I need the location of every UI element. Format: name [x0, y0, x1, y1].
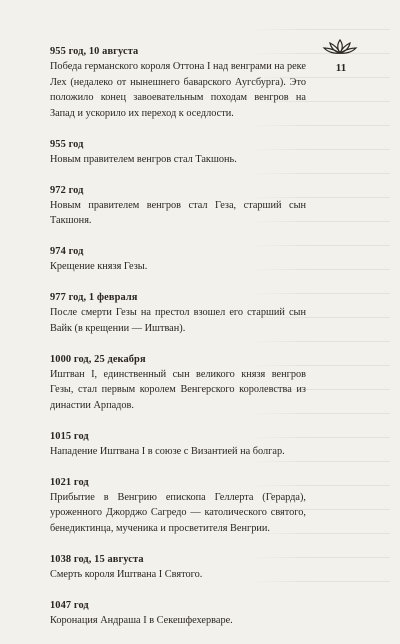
chronology-list — [50, 44, 306, 644]
entry-text: Новым правителем венгров стал Такшонь. — [50, 153, 237, 165]
entry-text: Новым правителем венгров стал Геза, старший сын Такшоня. — [50, 199, 306, 226]
entry-text: Смерть короля Иштвана I Святого. — [50, 568, 203, 580]
entry-date: 1038 год, 15 августа — [50, 553, 144, 565]
entry-text: После смерти Гезы на престол взошел его старший сын Вайк (в крещении — Иштван). — [50, 307, 306, 334]
chronology-entry — [50, 352, 306, 414]
entry-text: Победа германского короля Оттона I над венграми на реке Лех (недалеко от нынешнего баварского Аугсбурга). Это положило конец завоевательным походам венгров на Запад и ускорило их переход к оседлости. — [50, 61, 306, 119]
entry-text: Иштван I, единственный сын великого князя венгров Гезы, стал первым королем Венгерского королевства из династии Арпадов. — [50, 368, 306, 411]
entry-text: Прибытие в Венгрию епископа Геллерта (Герарда), уроженного Джорджо Сагредо — католического святого, бенедиктинца, мученика и просветителя Венгрии. — [50, 491, 306, 534]
entry-date: 955 год — [50, 138, 84, 150]
entry-date: 1021 год — [50, 476, 89, 488]
entry-text: Коронация Андраша I в Секешфехерваре. — [50, 614, 233, 626]
lotus-ornament-icon — [322, 38, 358, 56]
entry-date: 955 год, 10 августа — [50, 46, 139, 57]
chronology-entry — [50, 598, 306, 629]
entry-text: Нападение Иштвана I в союзе с Византией на болгар. — [50, 445, 285, 457]
entry-date: 974 год — [50, 246, 84, 257]
chronology-entry — [50, 44, 306, 121]
chronology-entry — [50, 552, 306, 583]
chronology-entry — [50, 429, 306, 460]
entry-date: 972 год — [50, 184, 84, 196]
chronology-entry — [50, 183, 306, 229]
chronology-entry — [50, 137, 306, 168]
entry-date: 1047 год — [50, 599, 89, 611]
entry-date: 1000 год, 25 декабря — [50, 353, 146, 365]
chronology-entry — [50, 290, 306, 336]
page-number: 11 — [335, 62, 347, 74]
entry-date: 1015 год — [50, 430, 89, 442]
entry-text: Крещение князя Гезы. — [50, 261, 148, 272]
chronology-entry — [50, 244, 306, 275]
chronology-entry — [50, 475, 306, 537]
entry-date: 977 год, 1 февраля — [50, 292, 138, 303]
